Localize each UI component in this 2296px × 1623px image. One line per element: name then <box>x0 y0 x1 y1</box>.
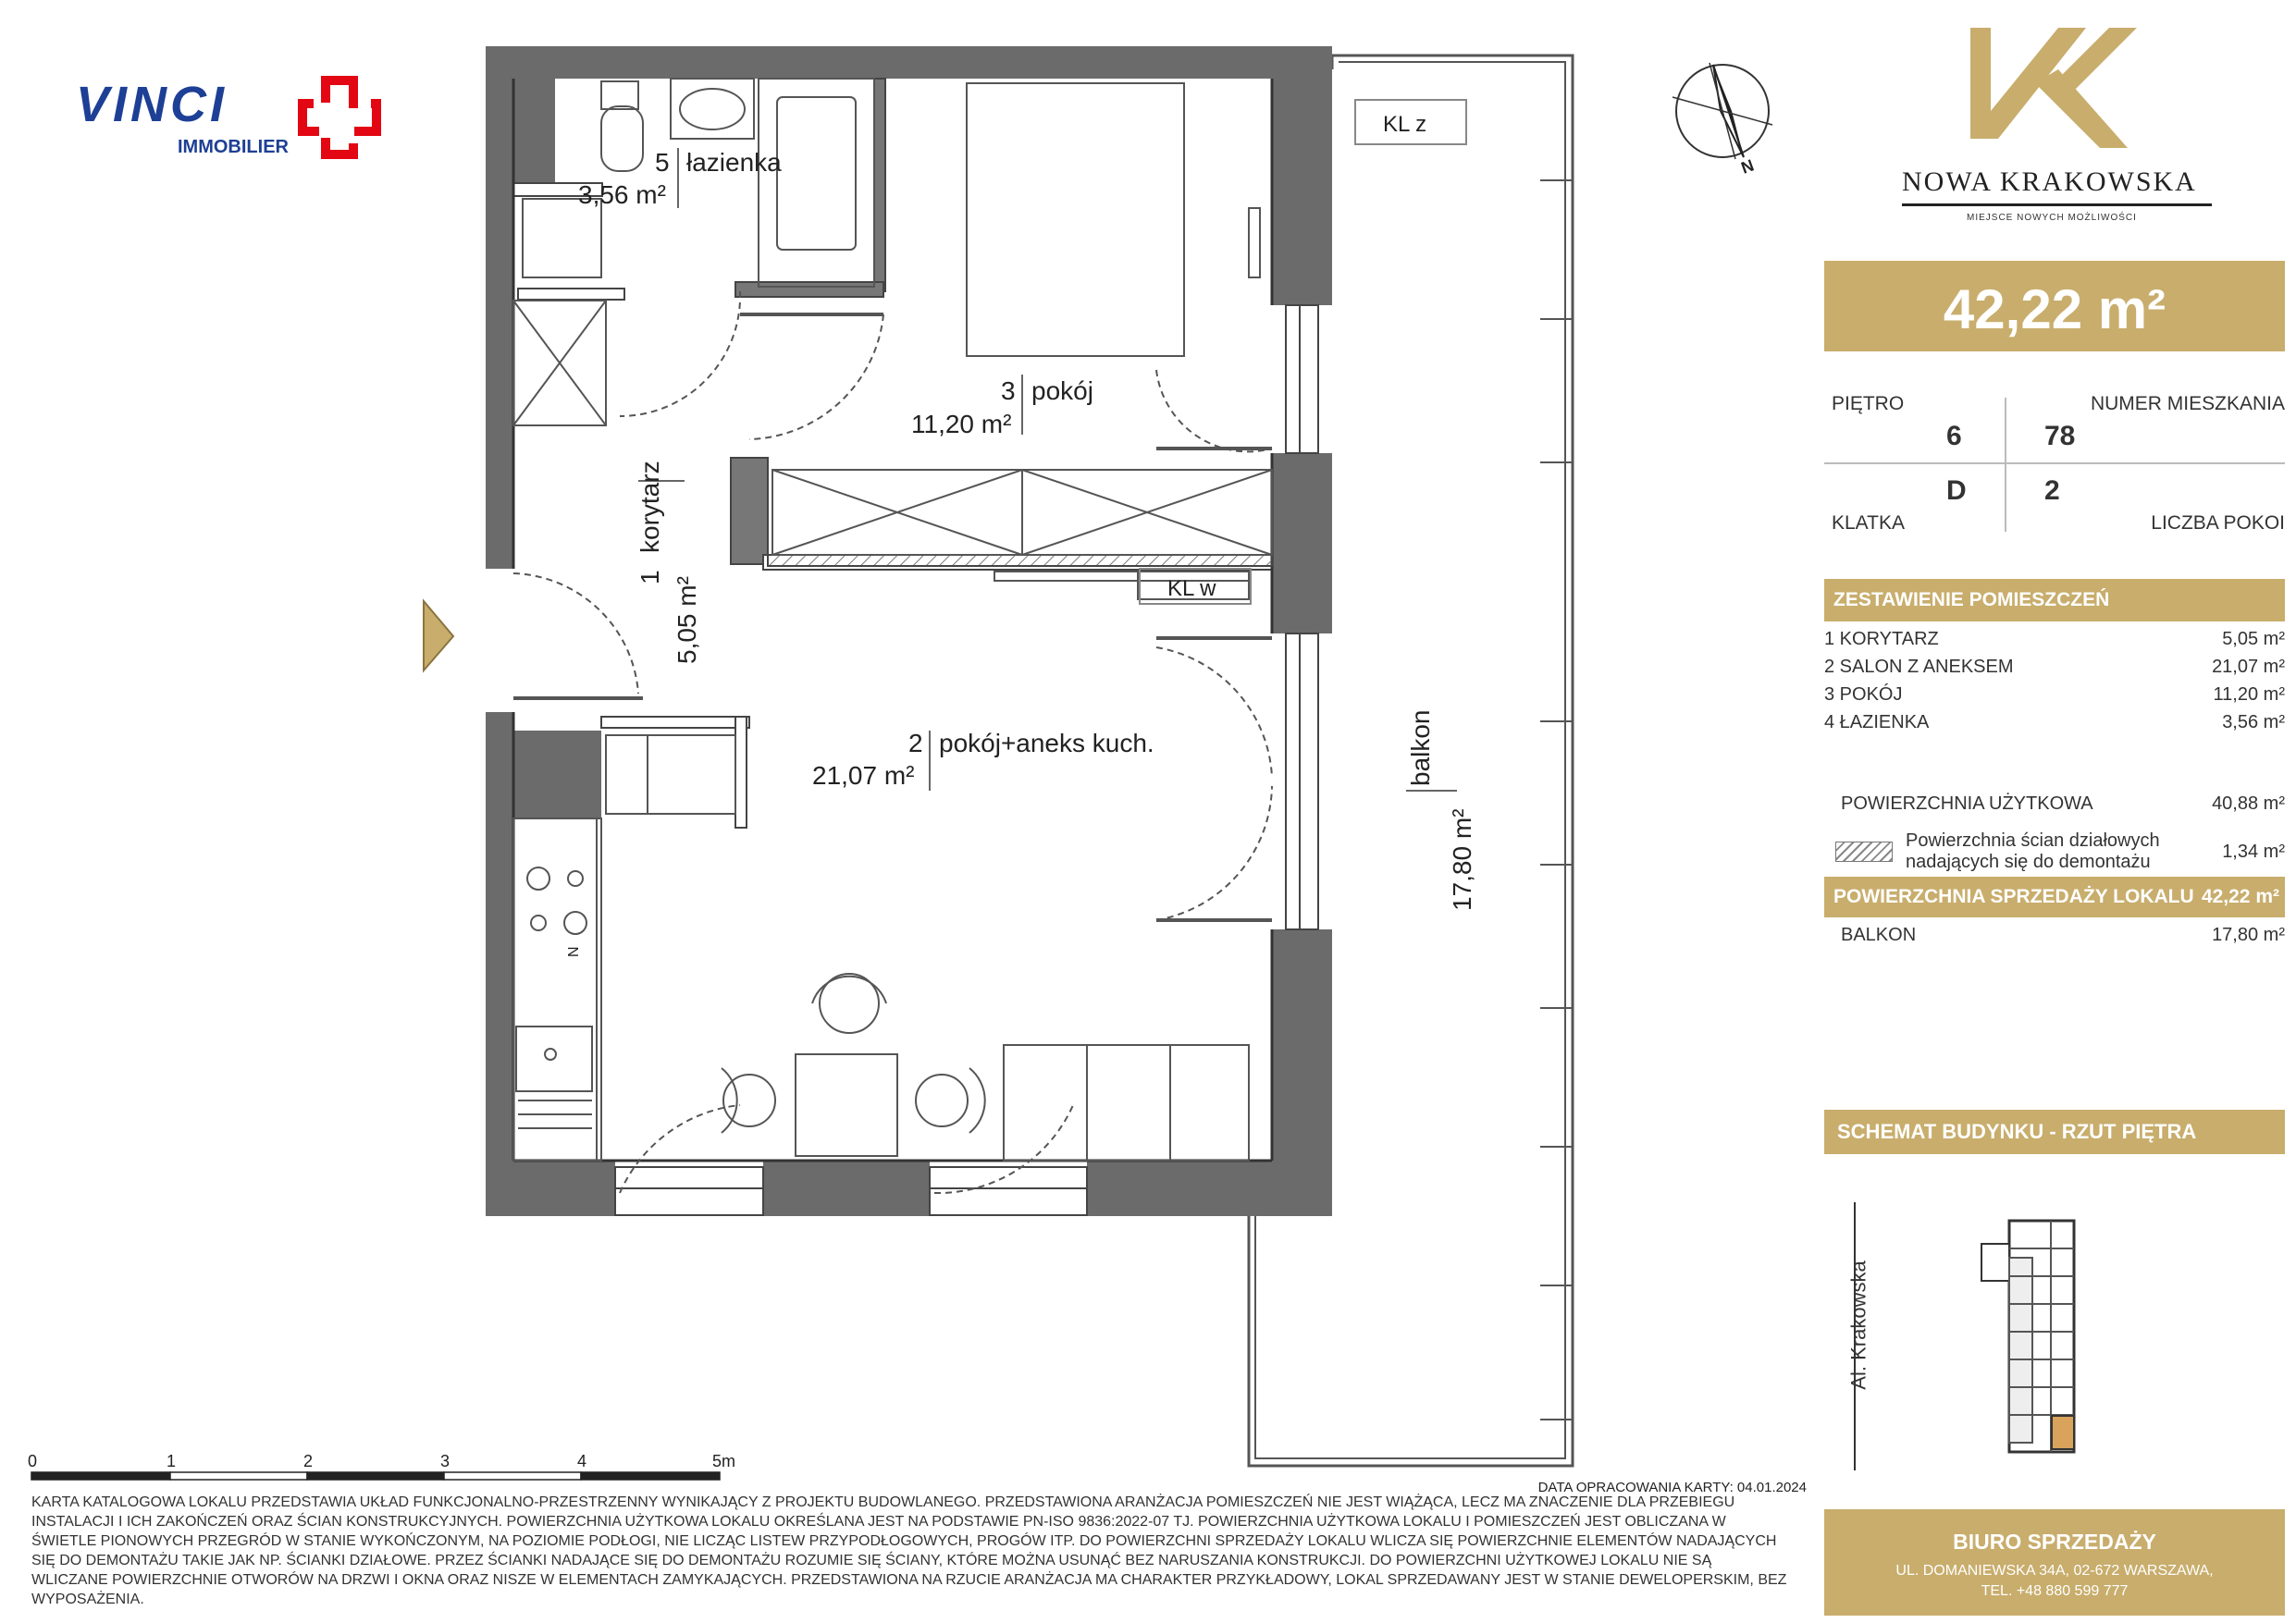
walls-value: 1,34 m² <box>2222 842 2285 862</box>
vinci-subline: IMMOBILIER <box>178 137 289 157</box>
usable-area-label: POWIERZCHNIA UŻYTKOWA <box>1841 793 2093 814</box>
bedroom-furniture <box>772 83 1272 599</box>
klw-label: KL w <box>1167 576 1216 601</box>
walls-label-1: Powierzchnia ścian działowych <box>1906 830 2160 851</box>
room-row-area: 21,07 m² <box>2212 657 2285 677</box>
kitchen-living-furniture <box>513 735 1249 1161</box>
room-name: pokój <box>1031 376 1093 405</box>
bath-number: 5 <box>655 148 670 177</box>
entrance-arrow <box>424 601 453 670</box>
balcony-area: 17,80 m² <box>1448 808 1476 911</box>
compass-icon <box>1673 63 1772 159</box>
living-number: 2 <box>908 729 923 757</box>
room-row-name: 3 POKÓJ <box>1824 684 1903 705</box>
balcony-value: 17,80 m² <box>2212 925 2285 945</box>
scale-tick-5: 5m <box>712 1452 736 1470</box>
balcony-name: balkon <box>1406 709 1435 786</box>
office-phone: TEL. +48 880 599 777 <box>1981 1583 2129 1599</box>
usable-area-value: 40,88 m² <box>2212 793 2285 814</box>
bath-area: 3,56 m² <box>578 180 666 209</box>
sale-area-value: 42,22 m² <box>2201 886 2279 907</box>
room-row <box>1824 684 2285 706</box>
klz-label: KL z <box>1383 112 1427 137</box>
date-line: DATA OPRACOWANIA KARTY: 04.01.2024 <box>1537 1480 1807 1495</box>
living-name: pokój+aneks kuch. <box>939 729 1154 757</box>
room-row-area: 5,05 m² <box>2222 629 2285 649</box>
room-row <box>1824 712 2285 733</box>
room-row-area: 3,56 m² <box>2222 712 2285 732</box>
room-area: 11,20 m² <box>911 410 1012 438</box>
building-schema-drawing <box>1972 1211 2102 1461</box>
room-row <box>1824 629 2285 650</box>
door-leaves <box>513 314 1272 920</box>
usable-area-row <box>1824 793 2285 815</box>
room-row-name: 4 ŁAZIENKA <box>1824 712 1930 732</box>
interior-lines <box>513 79 1272 1161</box>
scale-tick-2: 2 <box>303 1452 314 1470</box>
balcony-row <box>1824 925 2285 946</box>
vinci-wordmark: VINCI <box>76 77 228 132</box>
apartment-info-grid <box>1824 388 2285 536</box>
floor-label: PIĘTRO <box>1832 393 1905 414</box>
bath-name: łazienka <box>686 148 782 177</box>
grid-divider-v <box>2005 398 2006 532</box>
nk-logo <box>1887 28 2229 231</box>
sale-area-label: POWIERZCHNIA SPRZEDAŻY LOKALU <box>1833 886 2194 907</box>
room-row-area: 11,20 m² <box>2213 684 2285 705</box>
area-total-banner <box>1824 261 2285 351</box>
sale-area-row <box>1824 877 2285 917</box>
vinci-cross-icon <box>298 76 381 159</box>
scale-bar <box>31 1472 720 1480</box>
building-schema <box>1824 1193 2285 1470</box>
demountable-walls <box>768 555 1272 566</box>
compass-north: N <box>1738 155 1757 178</box>
area-total: 42,22 m² <box>1943 278 2166 340</box>
corridor-number: 1 <box>636 570 664 584</box>
stair-value: D <box>1946 475 1967 506</box>
room-row <box>1824 657 2285 678</box>
nk-tagline: MIEJSCE NOWYCH MOŻLIWOŚCI <box>1967 213 2137 223</box>
door-swings <box>513 291 1272 1193</box>
nk-monogram <box>1970 28 2146 148</box>
scale-tick-4: 4 <box>577 1452 587 1470</box>
rooms-label: LICZBA POKOI <box>2151 512 2285 534</box>
windows <box>486 305 1318 1215</box>
disclaimer-text: KARTA KATALOGOWA LOKALU PRZEDSTAWIA UKŁAD FUNKCJONALNO-PRZESTRZENNY WYNIKAJĄCY Z PROJEKTU BUDOWLANEGO. PRZEDSTAWIONA ARANŻACJA POMIESZCZEŃ NIE JEST WIĄŻĄCA, LECZ MA ZNACZENIE DLA PRZEBIEGU INSTALACJI I ICH ZAKOŃCZEŃ ORAZ ŚCIAN KONSTRUKCYJNYCH. POWIERZCHNIA UŻYTKOWA LOKALU OKREŚLANA JEST NA PODSTAWIE PN-ISO 9836:2022-07 TJ. POWIERZCHNIA UŻYTKOWA LOKALU I POMIESZCZEŃ JEST OBLICZANA W ŚWIETLE PIONOWYCH PRZEGRÓD W STANIE WYKOŃCZONYM, NA POZIOMIE PODŁOGI, NIE LICZĄC LISTEW PRZYPODŁOGOWYCH, PROGÓW ITP. DO POWIERZCHNI SPRZEDAŻY LOKALU WLICZA SIĘ POWIERZCHNIE ELEMENTÓW NADAJĄCYCH SIĘ DO DEMONTAŻU TAKIE JAK NP. ŚCIANKI DZIAŁOWE. PRZEZ ŚCIANKI NADAJĄCE SIĘ DO DEMONTAŻU ROZUMIE SIĘ ŚCIANY, KTÓRE MOŻNA USUNĄĆ BEZ NARUSZANIA KONSTRUKCJI. DO POWIERZCHNI UŻYTKOWEJ LOKALU NIE SĄ WLICZANE POWIERZCHNIE OTWORÓW NA DRZWI I OKNA ORAZ NISZE W ELEMENTACH ZAMYKAJĄCYCH. PRZEDSTAWIONA NA RZUCIE ARANŻACJA MA CHARAKTER PRZYKŁADOWY, LOKAL SPRZEDAWANY JEST W STANIE DEWELOPERSKIM, BEZ WYPOSAŻENIA. <box>31 1494 1787 1607</box>
stair-label: KLATKA <box>1832 512 1905 534</box>
apt-number-value: 78 <box>2044 421 2076 451</box>
grid-divider-h <box>1824 462 2285 464</box>
corridor-name: korytarz <box>636 461 664 553</box>
nk-divider <box>1902 203 2212 206</box>
balcony-label: BALKON <box>1841 925 1917 945</box>
walls-row <box>1824 830 2285 877</box>
bathroom-fixtures <box>513 79 874 425</box>
living-area: 21,07 m² <box>812 761 915 790</box>
apt-number-label: NUMER MIESZKANIA <box>2090 393 2285 414</box>
rooms-table-header: ZESTAWIENIE POMIESZCZEŃ <box>1824 579 2285 621</box>
scale-tick-0: 0 <box>28 1452 38 1470</box>
room-number: 3 <box>1001 376 1016 405</box>
exterior-walls <box>486 46 1332 1216</box>
highlighted-unit <box>2052 1416 2074 1449</box>
nk-name: NOWA KRAKOWSKA <box>1902 166 2197 197</box>
sales-office-box <box>1824 1509 2285 1616</box>
scale-tick-3: 3 <box>440 1452 451 1470</box>
office-title: BIURO SPRZEDAŻY <box>1953 1530 2156 1554</box>
hatch-swatch-icon <box>1835 842 1893 862</box>
scale-tick-1: 1 <box>167 1452 177 1470</box>
office-address: UL. DOMANIEWSKA 34A, 02-672 WARSZAWA, <box>1895 1563 2214 1579</box>
fridge-mark: N <box>566 946 582 957</box>
vinci-logo <box>76 76 390 168</box>
rooms-value: 2 <box>2044 475 2060 506</box>
room-row-name: 1 KORYTARZ <box>1824 629 1939 649</box>
room-row-name: 2 SALON Z ANEKSEM <box>1824 657 2014 677</box>
schema-header: SCHEMAT BUDYNKU - RZUT PIĘTRA <box>1824 1110 2285 1154</box>
floor-value: 6 <box>1946 421 1962 451</box>
walls-label-2: nadających się do demontażu <box>1906 852 2151 872</box>
corridor-area: 5,05 m² <box>673 576 701 664</box>
street-label: Al. Krakowska <box>1846 1260 1870 1390</box>
